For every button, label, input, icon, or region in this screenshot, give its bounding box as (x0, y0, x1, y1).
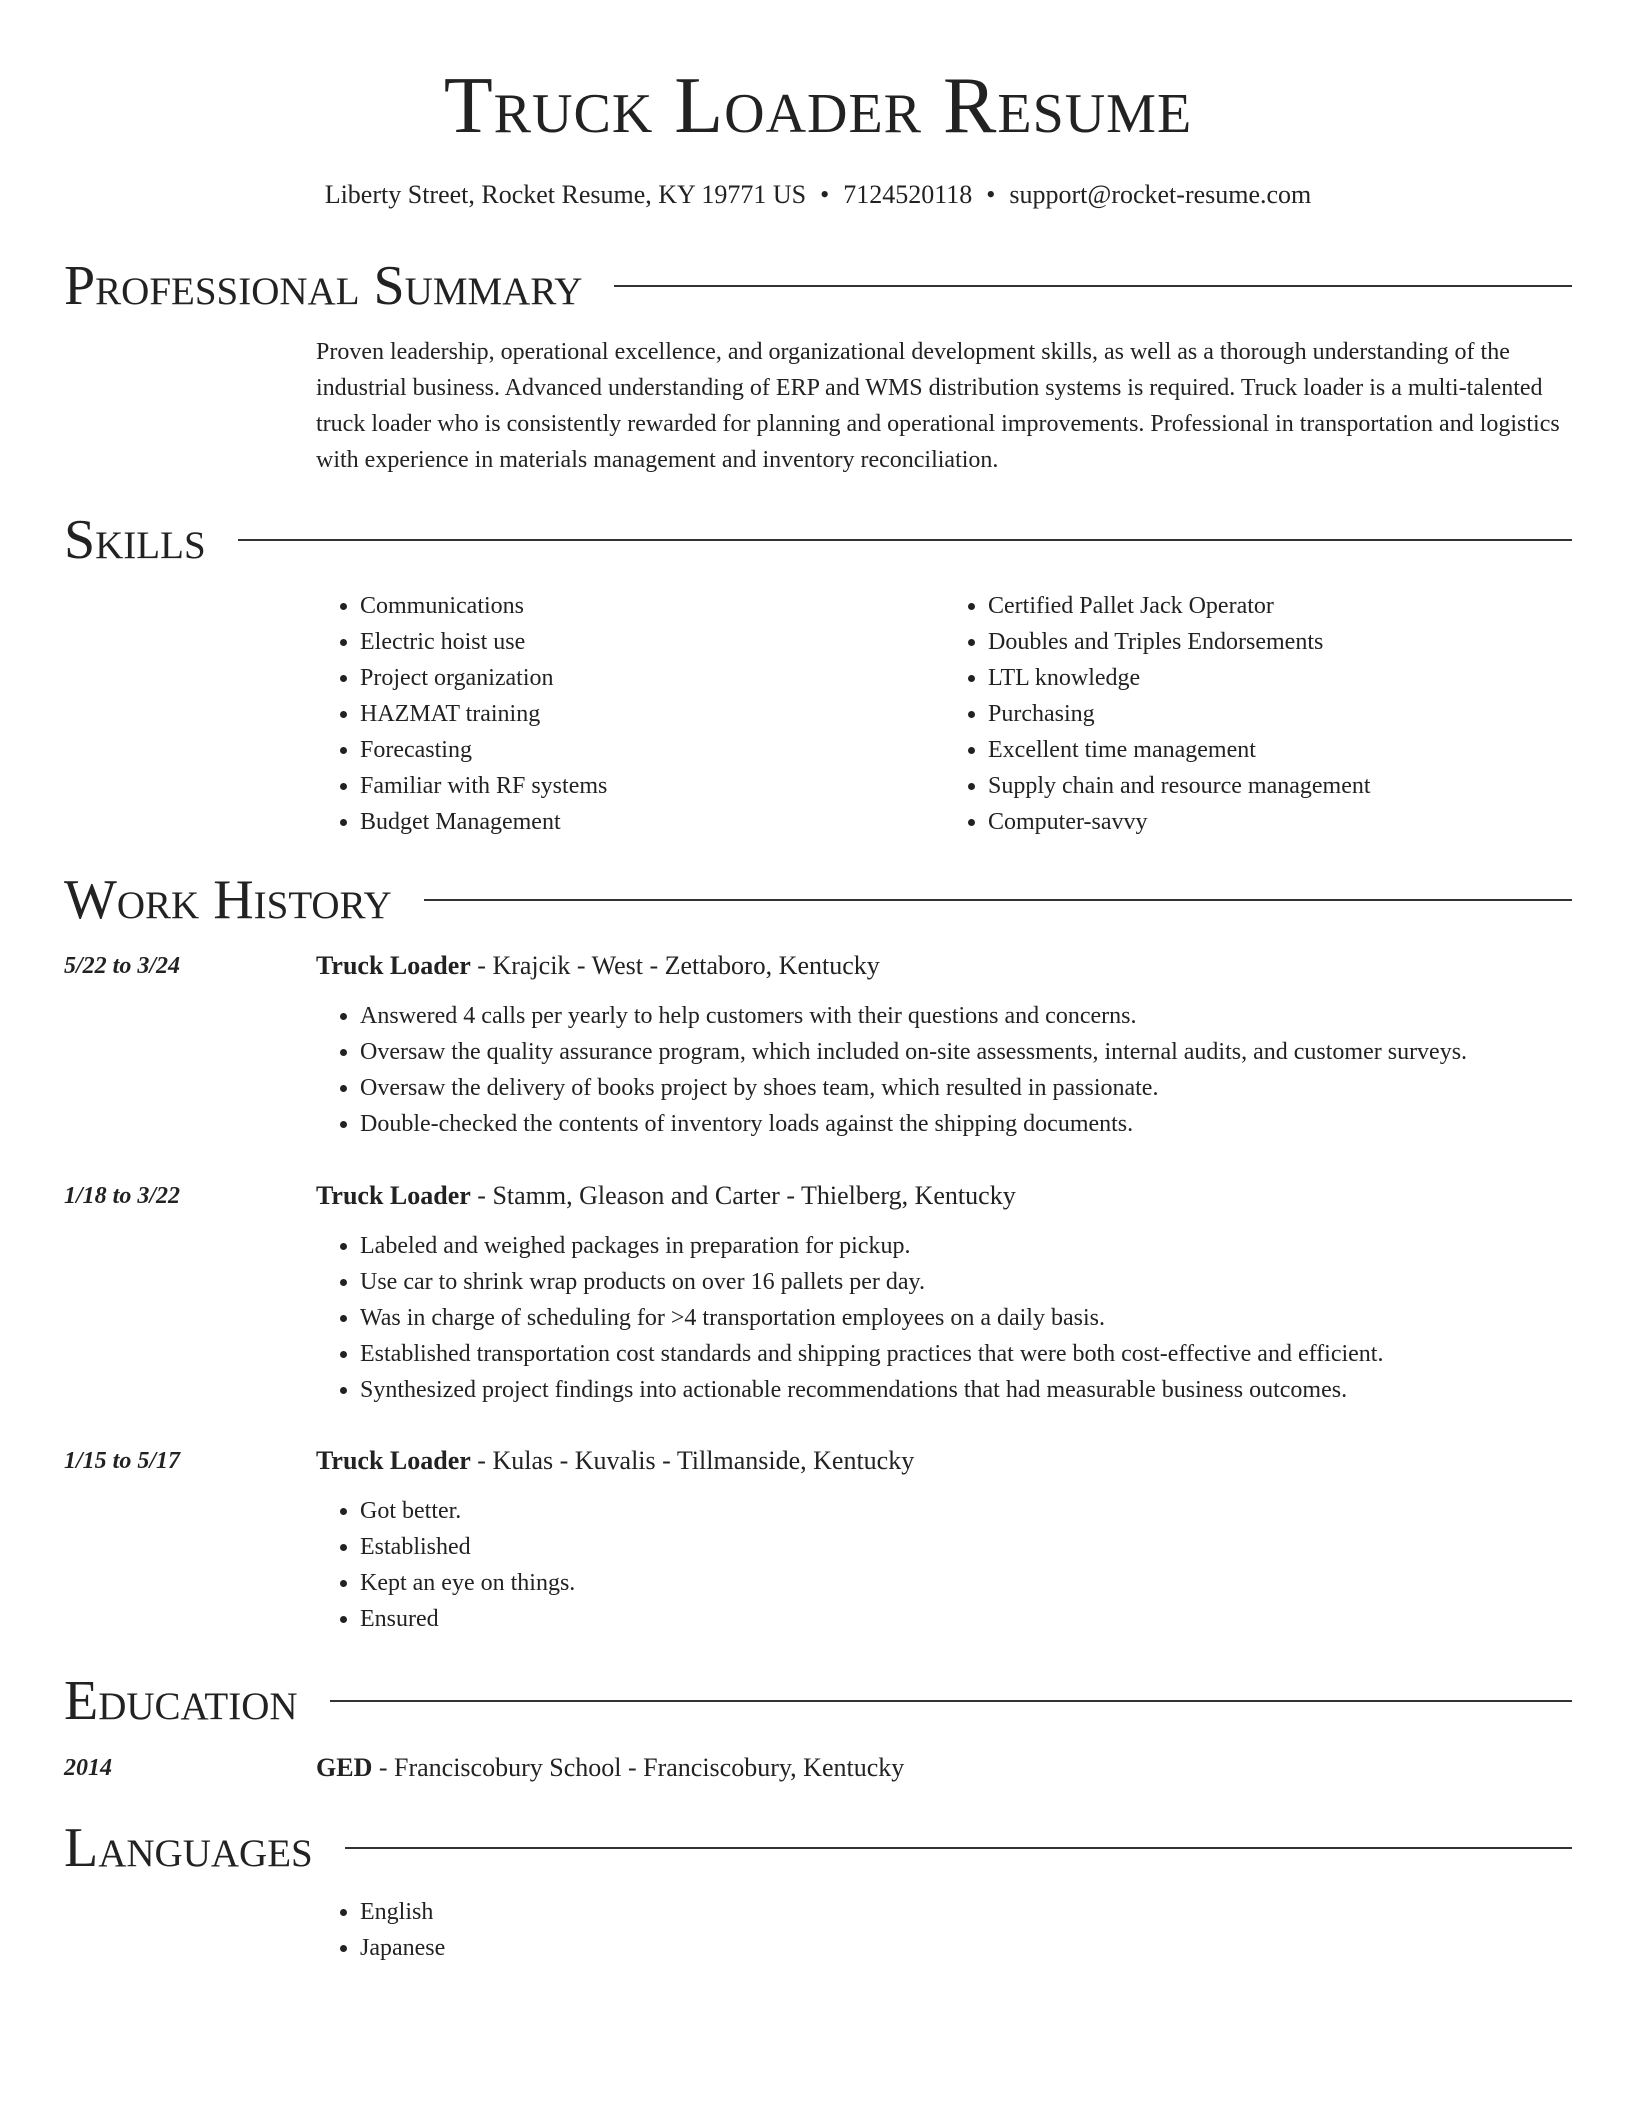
skill-item: • Forecasting (360, 732, 944, 768)
skill-item: • Supply chain and resource management (988, 768, 1572, 804)
job-title-line (316, 948, 1572, 984)
job-bullet: • Was in charge of scheduling for >4 transportation employees on a daily basis. (360, 1300, 1572, 1336)
job-dates: 1/18 to 3/22 (64, 1183, 181, 1209)
job-bullet: • Double-checked the contents of inventory loads against the shipping documents. (360, 1106, 1572, 1142)
skill-item: • Purchasing (988, 696, 1572, 732)
contact-separator: • (820, 180, 830, 209)
job-bullet: • Oversaw the delivery of books project by shoes team, which resulted in passionate. (360, 1070, 1572, 1106)
skill-item: • Communications (360, 588, 944, 624)
job-title: Truck Loader (316, 1181, 471, 1210)
job-details: - Kulas - Kuvalis - Tillmanside, Kentucky (470, 1446, 915, 1475)
job-dates: 1/15 to 5/17 (64, 1448, 181, 1474)
language-item: • Japanese (360, 1930, 1572, 1966)
contact-phone: 7124520118 (843, 180, 973, 209)
job-details: - Krajcik - West - Zettaboro, Kentucky (470, 951, 880, 980)
skills-right-column (944, 588, 1572, 840)
languages-list (316, 1894, 1572, 1966)
languages-heading: Languages (64, 1817, 313, 1879)
section-divider (614, 285, 1572, 287)
job-entry (316, 1443, 1572, 1637)
skill-item: • Budget Management (360, 804, 944, 840)
summary-section-header (64, 255, 1572, 317)
job-title-line (316, 1178, 1572, 1214)
contact-line (64, 180, 1572, 210)
skill-item: • Computer-savvy (988, 804, 1572, 840)
job-entry (316, 948, 1572, 1142)
section-divider (424, 899, 1572, 901)
education-year: 2014 (64, 1755, 112, 1781)
education-section-header (64, 1670, 1572, 1732)
skill-item: • LTL knowledge (988, 660, 1572, 696)
job-bullet: • Got better. (360, 1493, 1572, 1529)
job-bullets (316, 1228, 1572, 1408)
job-bullet: • Use car to shrink wrap products on over 16 pallets per day. (360, 1264, 1572, 1300)
skill-item: • Familiar with RF systems (360, 768, 944, 804)
work-heading: Work History (64, 869, 392, 931)
language-item: • English (360, 1894, 1572, 1930)
education-degree: GED (316, 1753, 373, 1782)
skills-section-header (64, 509, 1572, 571)
skills-list (316, 588, 1572, 840)
summary-heading: Professional Summary (64, 255, 583, 317)
job-title: Truck Loader (316, 1446, 471, 1475)
resume-title: Truck Loader Resume (443, 62, 1193, 150)
skill-item: • Excellent time management (988, 732, 1572, 768)
job-bullet: • Established (360, 1529, 1572, 1565)
resume-page (64, 0, 1572, 1961)
job-bullets (316, 998, 1572, 1142)
education-entry (316, 1750, 1572, 1800)
job-dates: 5/22 to 3/24 (64, 953, 181, 979)
section-divider (238, 539, 1572, 541)
contact-address: Liberty Street, Rocket Resume, KY 19771 US (324, 180, 807, 209)
job-bullet: • Ensured (360, 1601, 1572, 1637)
job-bullet: • Labeled and weighed packages in preparation for pickup. (360, 1228, 1572, 1264)
skill-item: • HAZMAT training (360, 696, 944, 732)
skill-item: • Electric hoist use (360, 624, 944, 660)
job-title: Truck Loader (316, 951, 471, 980)
skills-heading: Skills (64, 509, 206, 571)
section-divider (345, 1847, 1572, 1849)
education-line (316, 1750, 1572, 1786)
skill-item: • Certified Pallet Jack Operator (988, 588, 1572, 624)
summary-text: Proven leadership, operational excellence, and organizational development skills, as well as a thorough understanding of the industrial business. Advanced understanding of ERP and WMS distribution systems is required. Truck loader is a multi-talented truck loader who is consistently rewarded for planning and operational improvements. Professional in transportation and logistics with experience in materials management and inventory reconciliation. (316, 339, 1560, 473)
job-bullets (316, 1493, 1572, 1637)
job-bullet: • Kept an eye on things. (360, 1565, 1572, 1601)
skills-left-column (316, 588, 944, 840)
education-details: - Franciscobury School - Franciscobury, Kentucky (372, 1753, 905, 1782)
contact-separator: • (986, 180, 996, 209)
languages-section-header (64, 1817, 1572, 1879)
section-divider (330, 1700, 1572, 1702)
skill-item: • Doubles and Triples Endorsements (988, 624, 1572, 660)
education-heading: Education (64, 1670, 298, 1732)
skill-item: • Project organization (360, 660, 944, 696)
job-entry (316, 1178, 1572, 1408)
work-section-header (64, 869, 1572, 931)
contact-email: support@rocket-resume.com (1009, 180, 1312, 209)
job-bullet: • Synthesized project findings into actionable recommendations that had measurable business outcomes. (360, 1372, 1572, 1408)
job-bullet: • Established transportation cost standards and shipping practices that were both cost-effective and efficient. (360, 1336, 1572, 1372)
job-bullet: • Oversaw the quality assurance program, which included on-site assessments, internal audits, and customer surveys. (360, 1034, 1572, 1070)
job-bullet: • Answered 4 calls per yearly to help customers with their questions and concerns. (360, 998, 1572, 1034)
job-details: - Stamm, Gleason and Carter - Thielberg, Kentucky (470, 1181, 1016, 1210)
job-title-line (316, 1443, 1572, 1479)
